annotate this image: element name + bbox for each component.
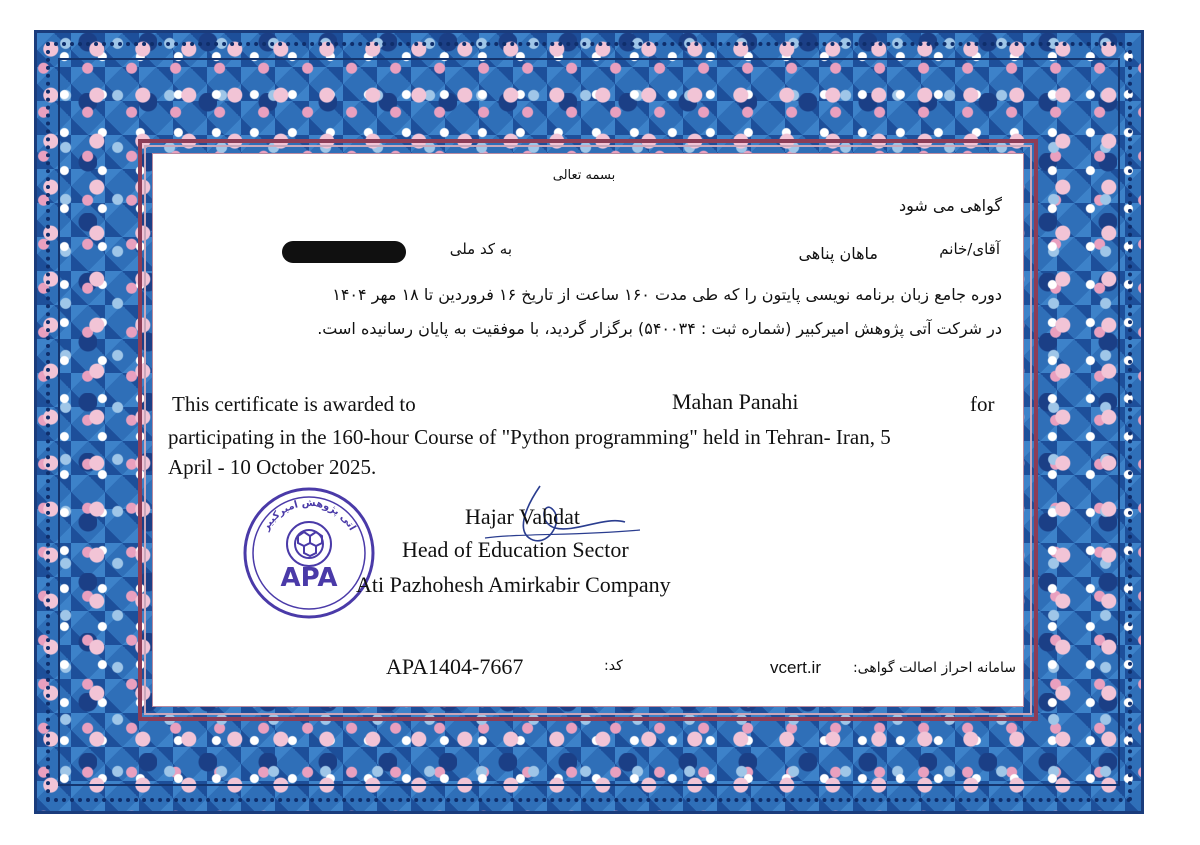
national-code-label: به کد ملی — [449, 240, 512, 258]
recipient-name-en: Mahan Panahi — [672, 389, 799, 414]
signer-company: Ati Pazhohesh Amirkabir Company — [356, 572, 671, 597]
bismillah-heading: بسمه تعالی — [552, 168, 616, 183]
stamp-arc-text: آتی پژوهش امیرکبیر — [260, 497, 358, 533]
signer-title: Head of Education Sector — [402, 537, 629, 562]
company-stamp — [242, 486, 376, 620]
signer-name: Hajar Vahdat — [465, 504, 581, 529]
title-label: آقای/خانم — [939, 240, 1000, 258]
english-body-line-3: April - 10 October 2025. — [168, 455, 377, 479]
stamp-logo-text: APA — [280, 563, 338, 593]
persian-body-line-1: دوره جامع زبان برنامه نویسی پایتون را که طی مدت ۱۶۰ ساعت از تاریخ ۱۶ فروردین تا ۱۸ مهر ۱۴۰۴ — [332, 285, 1002, 304]
certificate-code: APA1404-7667 — [386, 654, 524, 679]
persian-body-line-2: در شرکت آتی پژوهش امیرکبیر (شماره ثبت : ۵۴۰۰۳۴) برگزار گردید، با موفقیت به پایان رسانیده است. — [317, 319, 1002, 338]
english-body-line-2: participating in the 160-hour Course of "Python programming" held in Tehran- Iran, 5 — [168, 425, 891, 449]
gear-icon — [287, 522, 331, 566]
recipient-name-fa: ماهان پناهی — [798, 244, 878, 263]
for-text: for — [970, 392, 995, 416]
verification-site-link[interactable]: vcert.ir — [770, 658, 821, 677]
redacted-national-code — [282, 241, 406, 263]
awarded-text: This certificate is awarded to — [172, 392, 416, 416]
code-label: کد: — [604, 658, 623, 674]
certify-heading: گواهی می شود — [899, 196, 1002, 215]
verification-label: سامانه احراز اصالت گواهی: — [852, 660, 1016, 676]
